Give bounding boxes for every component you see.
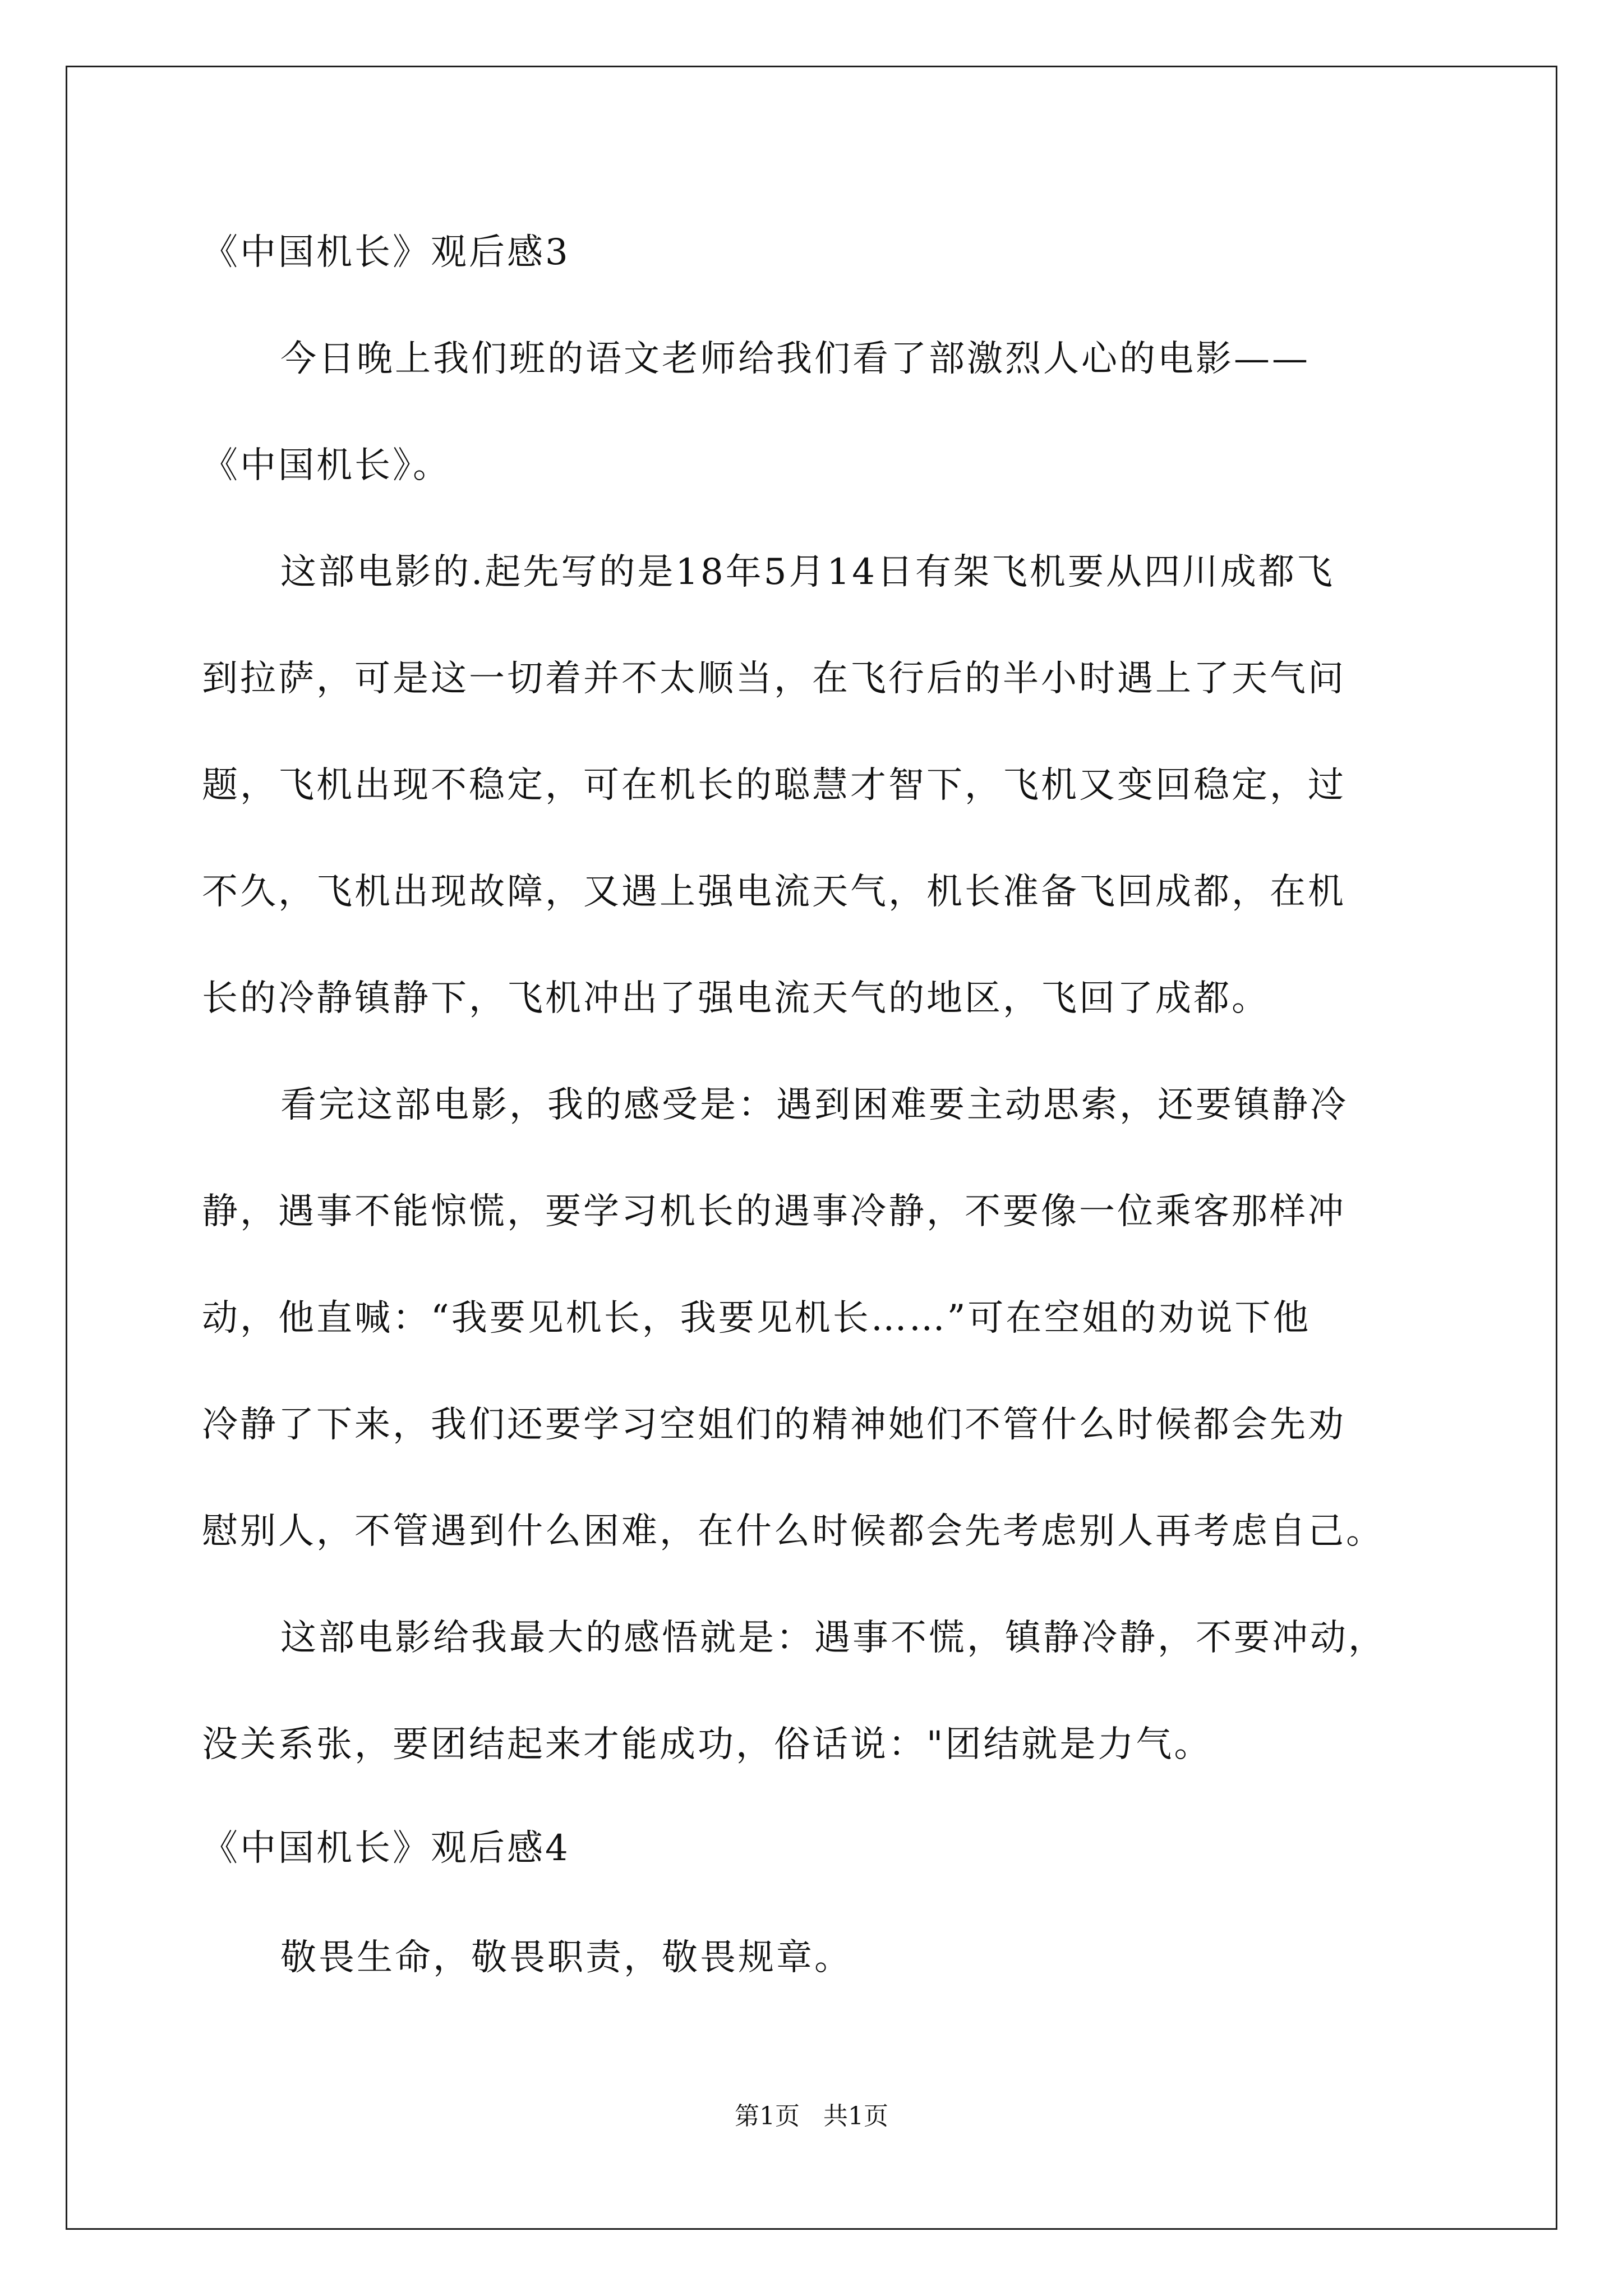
section-heading-3: 《中国机长》观后感3 bbox=[202, 232, 570, 273]
paragraph-line: 《中国机长》。 bbox=[202, 445, 451, 486]
paragraph-line: 看完这部电影，我的感受是：遇到困难要主动思索，还要镇静冷 bbox=[280, 1084, 1348, 1126]
section-heading-4: 《中国机长》观后感4 bbox=[202, 1828, 570, 1869]
paragraph-line: 没关系张，要团结起来才能成功，俗话说："团结就是力气。 bbox=[202, 1724, 1212, 1765]
paragraph-line: 题，飞机出现不稳定，可在机长的聪慧才智下，飞机又变回稳定，过 bbox=[202, 765, 1346, 806]
paragraph-line: 到拉萨，可是这一切着并不太顺当，在飞行后的半小时遇上了天气问 bbox=[202, 658, 1346, 700]
paragraph-line: 动，他直喊：“我要见机长，我要见机长……”可在空姐的劝说下他 bbox=[202, 1297, 1311, 1339]
paragraph-line: 敬畏生命，敬畏职责，敬畏规章。 bbox=[280, 1937, 852, 1978]
paragraph-line: 慰别人，不管遇到什么困难，在什么时候都会先考虑别人再考虑自己。 bbox=[202, 1511, 1384, 1552]
paragraph-line: 冷静了下来，我们还要学习空姐们的精神她们不管什么时候都会先劝 bbox=[202, 1404, 1346, 1446]
paragraph-line: 长的冷静镇静下，飞机冲出了强电流天气的地区，飞回了成都。 bbox=[202, 978, 1270, 1019]
paragraph-line: 今日晚上我们班的语文老师给我们看了部激烈人心的电影—— bbox=[280, 338, 1310, 380]
page-footer: 第1页 共1页 bbox=[735, 2102, 888, 2131]
paragraph-line: 不久，飞机出现故障，又遇上强电流天气，机长准备飞回成都，在机 bbox=[202, 871, 1346, 913]
paragraph-line: 静，遇事不能惊慌，要学习机长的遇事冷静，不要像一位乘客那样冲 bbox=[202, 1191, 1346, 1232]
page-border bbox=[66, 66, 1557, 2230]
paragraph-line: 这部电影给我最大的感悟就是：遇事不慌，镇静冷静，不要冲动， bbox=[280, 1617, 1386, 1659]
paragraph-line: 这部电影的.起先写的是18年5月14日有架飞机要从四川成都飞 bbox=[280, 551, 1335, 593]
